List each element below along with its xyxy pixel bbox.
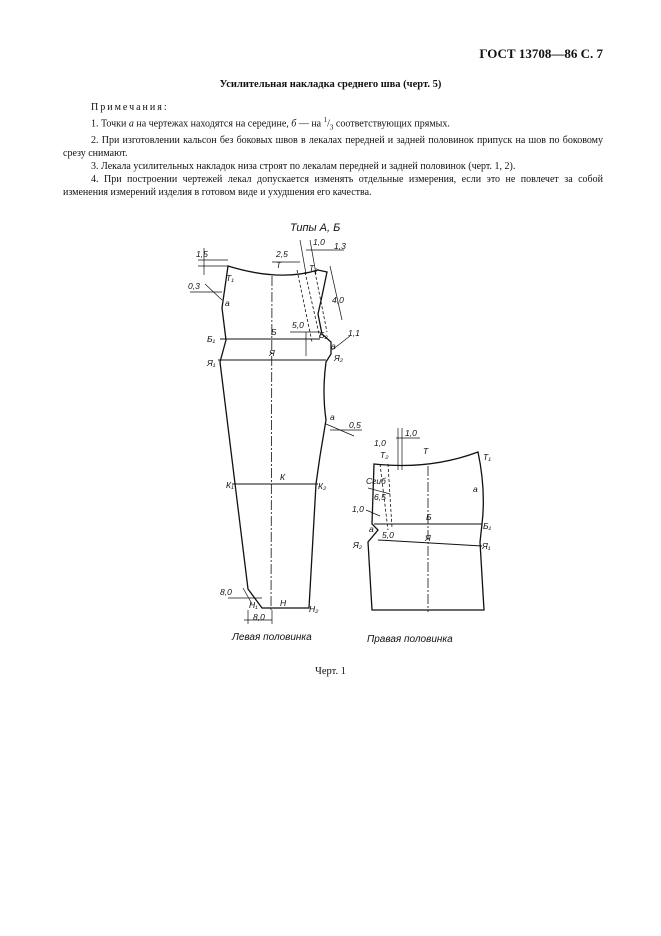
dim-8-0-b: 8,0 (253, 612, 265, 622)
label-T2: Т₂ (309, 263, 318, 273)
dim-2-5: 2,5 (276, 249, 288, 259)
label-a-right: а (331, 341, 336, 351)
label-H1: Н₁ (249, 600, 258, 610)
r-dim-6-5: 6,5 (374, 492, 386, 502)
dim-0-3: 0,3 (188, 281, 200, 291)
figure-caption: Черт. 1 (315, 666, 346, 677)
r-dim-1-0-b: 1,0 (374, 438, 386, 448)
label-B2: Б₂ (319, 330, 328, 340)
r-label-a: а (473, 484, 478, 494)
note-3: 3. Лекала усилительных накладок низа строят по лекалам передней и задней половинок (черт. 1, 2). (91, 161, 516, 173)
note-4: 4. При построении чертежей лекал допускается изменять отдельные измерения, если это не повлечет за собой изменения измерений изделия в готовом виде и ухудшения его качества. (63, 174, 603, 199)
section-title: Усилительная накладка среднего шва (черт. 5) (219, 79, 442, 90)
label-a-left: а (225, 298, 230, 308)
r-dim-1-0-c: 1,0 (352, 504, 364, 514)
dim-1-3: 1,3 (334, 241, 346, 251)
r-label-B: Б (426, 512, 432, 522)
left-caption: Левая половинка (232, 632, 312, 643)
label-Ya1: Я₁ (207, 358, 216, 368)
dim-1-1: 1,1 (348, 328, 360, 338)
r-label-Ya1: Я₁ (482, 541, 491, 551)
label-B: Б (271, 327, 277, 337)
label-T1: Т₁ (226, 273, 234, 283)
r-label-Ya2: Я₂ (353, 540, 363, 550)
r-label-B1: Б₁ (483, 521, 492, 531)
label-B1: Б₁ (207, 334, 216, 344)
label-K1: К₁ (226, 480, 234, 490)
r-label-Ya: Я (425, 533, 431, 543)
label-a-low: а (330, 412, 335, 422)
notes-title: Примечания: (91, 102, 169, 113)
dim-5-0: 5,0 (292, 320, 304, 330)
right-caption: Правая половинка (367, 634, 453, 645)
left-half-outline (220, 266, 331, 608)
dim-4-0: 4,0 (332, 295, 344, 305)
r-label-a-small: а (369, 524, 374, 534)
dim-1-5: 1,5 (196, 249, 208, 259)
label-Ya2: Я₂ (334, 353, 344, 363)
note-2: 2. При изготовлении кальсон без боковых швов в лекалах передней и задней половинок припуск на шов по боковому срезу снимают. (63, 135, 603, 160)
r-dim-1-0-a: 1,0 (405, 428, 417, 438)
r-dim-5-0: 5,0 (382, 530, 394, 540)
r-label-T1: Т₁ (483, 452, 491, 462)
label-Ya: Я (269, 348, 275, 358)
dim-0-5: 0,5 (349, 420, 361, 430)
drawing-title: Типы А, Б (290, 222, 341, 234)
r-label-T: Т (423, 446, 429, 456)
dim-1-0: 1,0 (313, 237, 325, 247)
label-K2: К₂ (318, 481, 327, 491)
label-H: Н (280, 598, 287, 608)
label-K: К (280, 472, 286, 482)
r-label-T2: Т₂ (380, 450, 389, 460)
label-T: Т (276, 260, 282, 270)
dim-8-0-a: 8,0 (220, 587, 232, 597)
label-H2: Н₂ (309, 604, 319, 614)
r-label-seam: Сгиб (366, 476, 386, 486)
page-header: ГОСТ 13708—86 С. 7 (479, 46, 603, 61)
note-1: 1. Точки а на чертежах находятся на середине, б — на $^1/_3$ соответствующих прямых. (91, 116, 450, 132)
